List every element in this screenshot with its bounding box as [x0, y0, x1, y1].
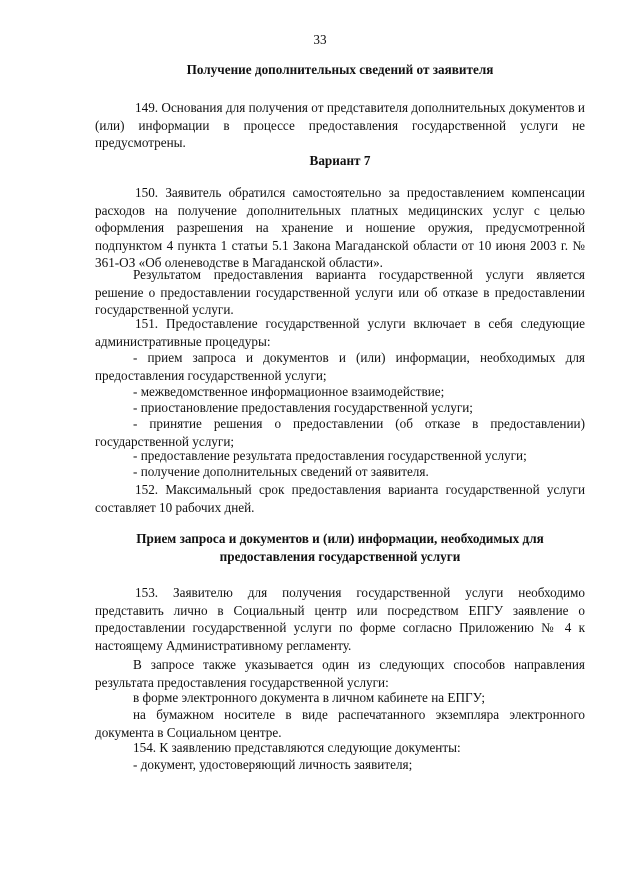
list-item: на бумажном носителе в виде распечатанного экземпляра электронного документа в Социальном центре.	[95, 707, 585, 740]
list-item: - прием запроса и документов и (или) информации, необходимых для предоставления государственной услуги;	[95, 350, 585, 383]
section-heading-variant-7: Вариант 7	[309, 153, 371, 168]
paragraph-150: 150. Заявитель обратился самостоятельно за предоставлением компенсации расходов на получение дополнительных платных медицинских услуг с целью оформления разрешения на хранение и ношение оружия, предусмотренной подпунктом 4 пункта 1 статьи 5.1 Закона Магаданской области от 10 июня 2003 г. № 361-ОЗ «Об оленеводстве в Магаданской области».	[95, 185, 585, 271]
paragraph-149: 149. Основания для получения от представителя дополнительных документов и (или) информации в процессе предоставления государственной услуги не предусмотрены.	[95, 100, 585, 151]
section-heading-request-intake: Прием запроса и документов и (или) информации, необходимых для предоставления государственной услуги	[136, 531, 544, 564]
list-item: - документ, удостоверяющий личность заявителя;	[133, 757, 413, 772]
list-item: в форме электронного документа в личном кабинете на ЕПГУ;	[133, 690, 486, 705]
list-item: - получение дополнительных сведений от заявителя.	[133, 464, 429, 479]
paragraph-152: 152. Максимальный срок предоставления варианта государственной услуги составляет 10 рабочих дней.	[95, 482, 585, 515]
list-item: - приостановление предоставления государственной услуги;	[133, 400, 473, 415]
paragraph-153: 153. Заявителю для получения государственной услуги необходимо представить лично в Социальный центр или посредством ЕПГУ заявление о предоставлении государственной услуги по форме согласно Приложению № 4 к настоящему Административному регламенту.	[95, 585, 585, 653]
paragraph-150-result: Результатом предоставления варианта государственной услуги является решение о предоставлении государственной услуги или об отказе в предоставлении государственной услуги.	[95, 267, 585, 318]
paragraph-151: 151. Предоставление государственной услуги включает в себя следующие административные процедуры:	[95, 316, 585, 349]
list-item: - принятие решения о предоставлении (об отказе в предоставлении) государственной услуги;	[95, 416, 585, 449]
paragraph-153-methods: В запросе также указывается один из следующих способов направления результата предоставления государственной услуги:	[95, 657, 585, 690]
section-heading-additional-info: Получение дополнительных сведений от заявителя	[186, 62, 494, 77]
page-number: 33	[313, 32, 327, 47]
list-item: - предоставление результата предоставления государственной услуги;	[133, 448, 527, 463]
paragraph-154: 154. К заявлению представляются следующие документы:	[133, 740, 461, 755]
list-item: - межведомственное информационное взаимодействие;	[133, 384, 445, 399]
